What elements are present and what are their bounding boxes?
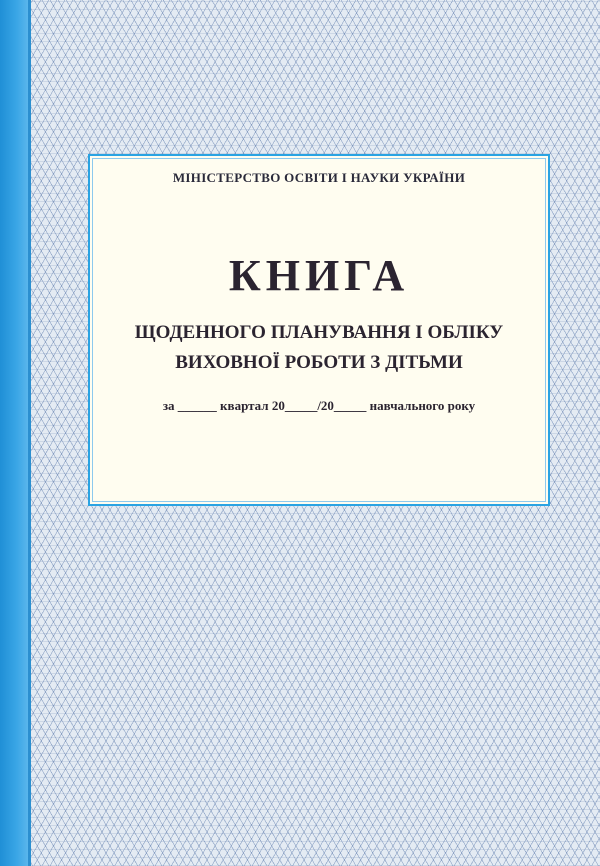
ministry-name: МІНІСТЕРСТВО ОСВІТИ І НАУКИ УКРАЇНИ [172, 170, 466, 185]
title-label [88, 154, 550, 506]
subtitle-line-2: ВИХОВНОЇ РОБОТИ З ДІТЬМИ [175, 352, 463, 373]
period-line: за ______ квартал 20_____/20_____ навчального року [162, 398, 476, 413]
cover-spine-stripe [0, 0, 28, 866]
book-title: КНИГА [228, 251, 410, 300]
spine-edge [28, 0, 31, 866]
subtitle-line-1: ЩОДЕННОГО ПЛАНУВАННЯ І ОБЛІКУ [134, 322, 504, 343]
book-subtitle [90, 318, 548, 378]
